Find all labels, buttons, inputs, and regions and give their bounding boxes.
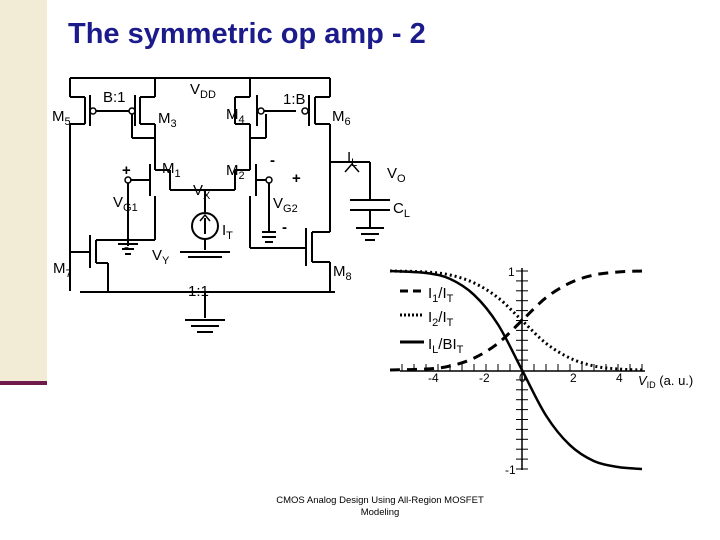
footer-line-1: CMOS Analog Design Using All-Region MOSFET (276, 495, 484, 506)
transistor-m5 (70, 78, 96, 291)
vg1-label: $V_{G1}$ (113, 194, 138, 214)
m6-label: $M_6$ (332, 108, 351, 128)
vg2-plus-sign: + (292, 170, 301, 187)
y-tick-label: -1 (505, 463, 516, 477)
ratio-b1-label: B:1 (103, 89, 126, 106)
x-tick-label: 4 (616, 371, 623, 385)
it-label: $I_T$ (222, 222, 233, 242)
vg2-minus-sign: - (282, 219, 287, 236)
m8-label: $M_8$ (333, 263, 352, 283)
footer-line-2: Modeling (360, 507, 400, 518)
vg2-source (262, 183, 276, 242)
vo-label: $V_O$ (387, 165, 406, 185)
x-tick-label: 0 (519, 371, 526, 385)
x-tick-label: -4 (428, 371, 439, 385)
transistor-m8 (250, 162, 330, 292)
vg1-minus-sign: - (124, 239, 129, 256)
vg2-label: $V_{G2}$ (273, 195, 298, 215)
x-tick-label: 2 (570, 371, 577, 385)
m7-label: $M_7$ (53, 260, 72, 280)
ratio-1b-label: 1:B (283, 91, 306, 108)
transistor-m6 (302, 78, 330, 162)
vdd-label: $V_{DD}$ (190, 81, 216, 101)
slide-footer (255, 495, 505, 519)
vx-label: $V_X$ (193, 182, 211, 202)
cl-label: $C_L$ (393, 200, 410, 220)
x-axis-label: $V_{ID}$ (a. u.) (638, 373, 694, 390)
vg1-plus-sign: + (122, 162, 131, 179)
m5-label: $M_5$ (52, 108, 71, 128)
il-label: $I_L$ (347, 149, 358, 169)
m1-label: $M_1$ (162, 160, 181, 180)
vy-label: $V_Y$ (152, 247, 170, 267)
m2-gate-minus-sign: - (270, 152, 275, 169)
ratio-11-label: 1:1 (188, 283, 209, 300)
slide-title: The symmetric op amp - 2 (68, 18, 426, 50)
chart-legend (400, 285, 464, 356)
output-load (330, 162, 390, 240)
transfer-chart (390, 265, 693, 477)
legend-label-i1: $I_1/I_T$ (428, 285, 454, 305)
m2-label: $M_2$ (226, 162, 245, 182)
m4-label: $M_4$ (226, 106, 245, 126)
legend-label-il: $I_L/BI_T$ (428, 336, 464, 356)
m3-label: $M_3$ (158, 110, 177, 130)
legend-label-i2: $I_2/I_T$ (428, 309, 454, 329)
y-tick-label: 1 (508, 265, 515, 279)
x-tick-label: -2 (479, 371, 490, 385)
